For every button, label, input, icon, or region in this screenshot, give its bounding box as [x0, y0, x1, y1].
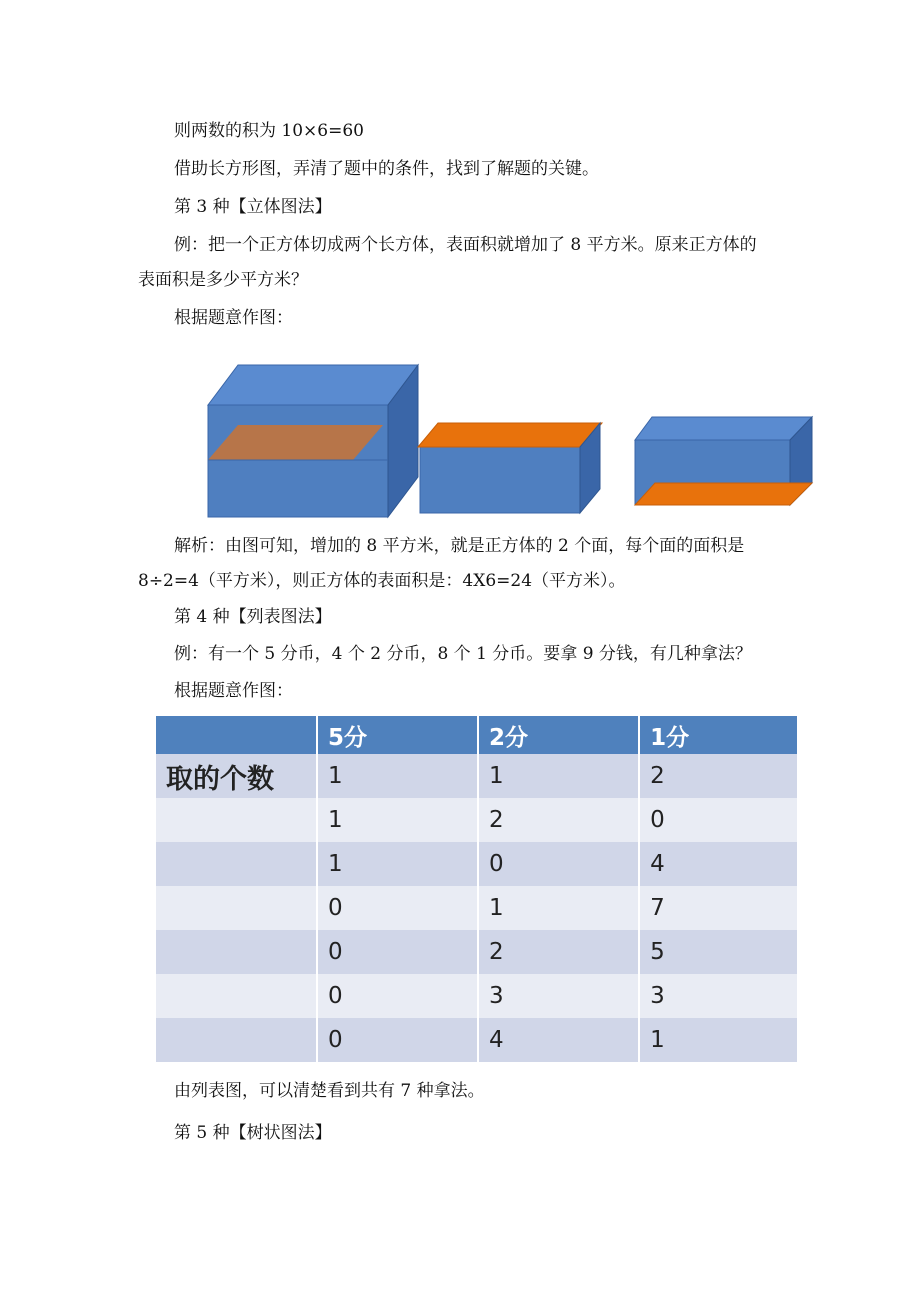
table-row: [155, 1018, 797, 1062]
table-cell: 1: [317, 798, 478, 842]
table-header-row: [155, 716, 797, 754]
table-cell: 2: [478, 930, 639, 974]
cuboid-top: [635, 417, 812, 505]
table-row: [155, 798, 797, 842]
cube-cut-figure: [200, 355, 820, 525]
table-cell: 1: [317, 842, 478, 886]
text-line: 由列表图，可以清楚看到共有 7 种拿法。: [174, 1081, 485, 1101]
text-line: 根据题意作图：: [174, 681, 293, 701]
table-row: [155, 930, 797, 974]
table-cell: 0: [478, 842, 639, 886]
text-line: 解析：由图可知，增加的 8 平方米，就是正方体的 2 个面，每个面的面积是: [174, 536, 745, 556]
table-cell-empty: [155, 930, 317, 974]
header-cell: 5分: [317, 716, 478, 754]
table-cell: 3: [478, 974, 639, 1018]
header-cell: 1分: [639, 716, 797, 754]
table-cell: 7: [639, 886, 797, 930]
table-cell-empty: [155, 974, 317, 1018]
coin-table: [154, 716, 797, 1062]
text-line: 借助长方形图，弄清了题中的条件，找到了解题的关键。: [174, 159, 599, 179]
header-cell: [155, 716, 317, 754]
section-heading: 第 4 种【列表图法】: [174, 607, 332, 627]
table-row: [155, 842, 797, 886]
section-heading: 第 5 种【树状图法】: [174, 1123, 332, 1143]
table-cell: 4: [478, 1018, 639, 1062]
table-cell: 2: [639, 754, 797, 798]
table-cell-empty: [155, 1018, 317, 1062]
cuboid-bottom: [418, 423, 602, 513]
table-cell-empty: [155, 886, 317, 930]
table-cell: 5: [639, 930, 797, 974]
table-cell: 0: [317, 886, 478, 930]
table-row: [155, 754, 797, 798]
text-line: 8÷2=4（平方米），则正方体的表面积是：4X6=24（平方米）。: [138, 571, 626, 591]
table-cell-empty: [155, 798, 317, 842]
table-cell: 1: [639, 1018, 797, 1062]
table-cell: 1: [317, 754, 478, 798]
section-heading: 第 3 种【立体图法】: [174, 197, 332, 217]
text-line: 根据题意作图：: [174, 308, 293, 328]
table-cell: 0: [317, 1018, 478, 1062]
cut-plane: [208, 425, 383, 460]
text-line: 表面积是多少平方米？: [138, 270, 308, 290]
table-cell: 0: [317, 974, 478, 1018]
cut-face: [635, 483, 812, 505]
table-cell: 0: [317, 930, 478, 974]
row-label: 取的个数: [155, 754, 317, 798]
table-cell: 3: [639, 974, 797, 1018]
text-line: 例：有一个 5 分币，4 个 2 分币，8 个 1 分币。要拿 9 分钱，有几种拿法？: [174, 644, 752, 664]
table-row: [155, 974, 797, 1018]
table-cell: 1: [478, 754, 639, 798]
cube-whole: [208, 365, 418, 517]
table-cell: 2: [478, 798, 639, 842]
table-cell: 0: [639, 798, 797, 842]
cut-face: [418, 423, 602, 447]
header-cell: 2分: [478, 716, 639, 754]
table-row: [155, 886, 797, 930]
table-cell-empty: [155, 842, 317, 886]
text-line: 例：把一个正方体切成两个长方体，表面积就增加了 8 平方米。原来正方体的: [174, 235, 757, 255]
text-line: 则两数的积为 10×6=60: [174, 121, 364, 141]
table-cell: 1: [478, 886, 639, 930]
table-cell: 4: [639, 842, 797, 886]
